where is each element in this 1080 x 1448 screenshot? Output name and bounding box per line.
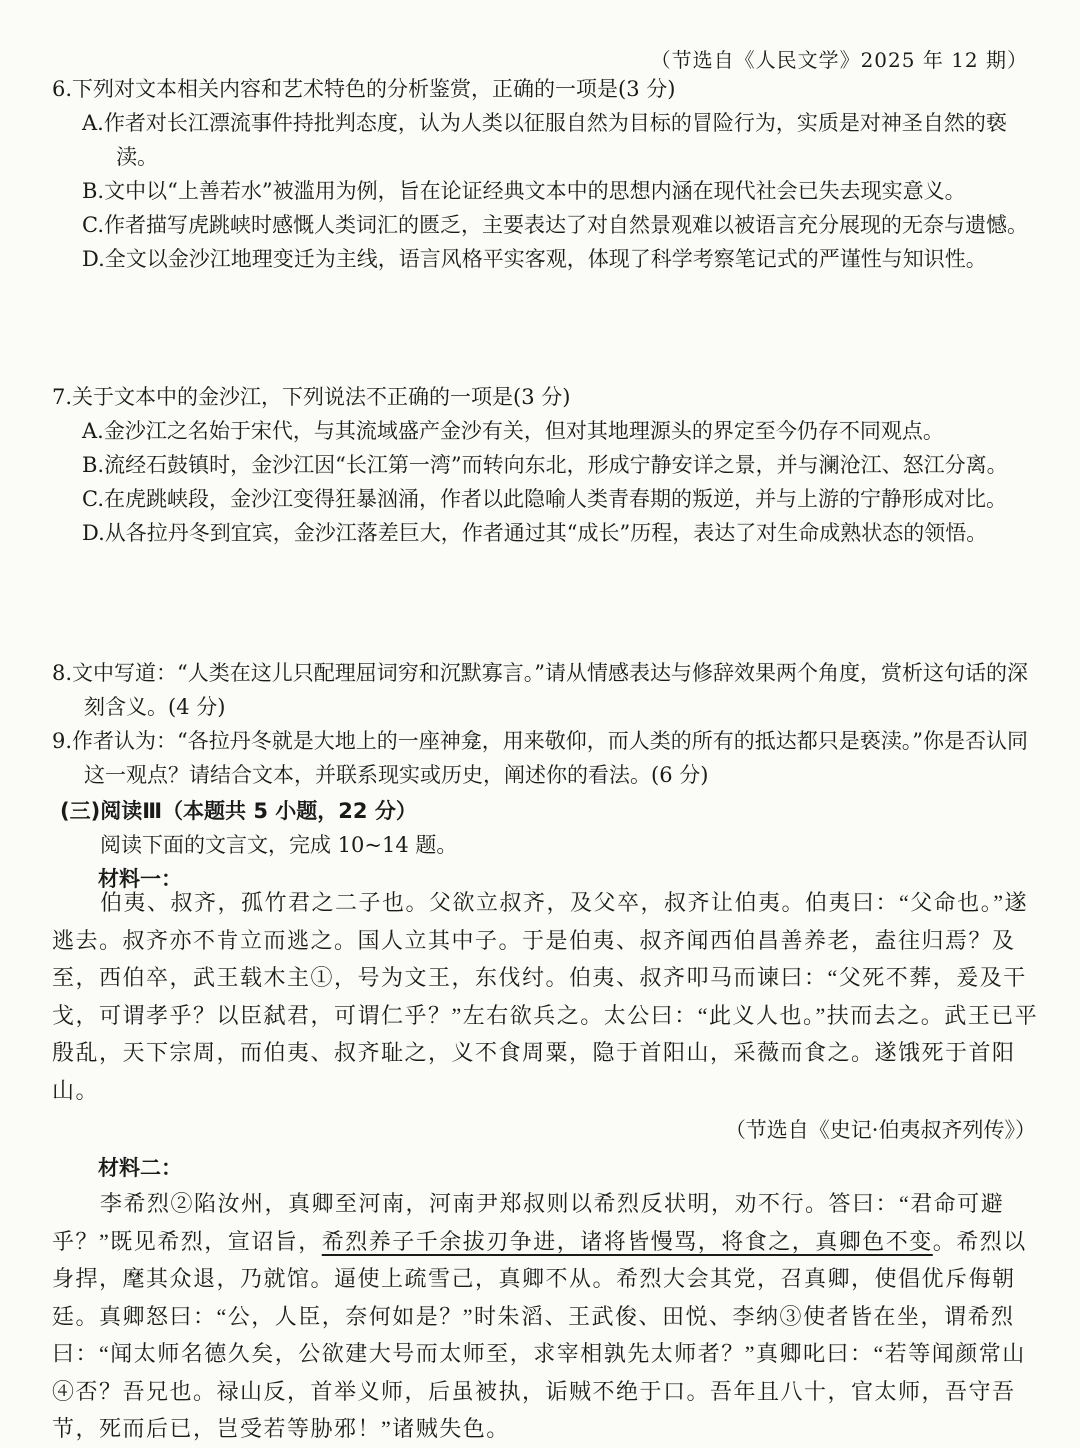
question-8-9 (52, 656, 1042, 896)
question-9: 9.作者认为：“各拉丹冬就是大地上的一座神龛，用来敬仰，而人类的所有的抵达都只是亵渎。”你是否认同这一观点？请结合文本，并联系现实或历史，阐述你的看法。(6 分) (52, 729, 1029, 787)
question-7-stem: 7.关于文本中的金沙江，下列说法不正确的一项是(3 分) (52, 385, 571, 409)
question-6-option-a: A.作者对长江漂流事件持批判态度，认为人类以征服自然为目标的冒险行为，实质是对神圣自然的亵渎。 (82, 111, 1007, 169)
material-2-title: 材料二： (98, 1156, 182, 1180)
section-intro: 阅读下面的文言文，完成 10~14 题。 (100, 833, 458, 857)
question-6-option-d: D.全文以金沙江地理变迁为主线，语言风格平实客观，体现了科学考察笔记式的严谨性与知识性。 (82, 247, 987, 271)
question-6-option-b: B.文中以“上善若水”被滥用为例，旨在论证经典文本中的思想内涵在现代社会已失去现实意义。 (82, 179, 966, 203)
question-7 (52, 380, 1042, 550)
question-8: 8.文中写道：“人类在这儿只配理屈词穷和沉默寡言。”请从情感表达与修辞效果两个角度，赏析这句话的深刻含义。(4 分) (52, 661, 1029, 719)
question-6-stem: 6.下列对文本相关内容和艺术特色的分析鉴赏，正确的一项是(3 分) (52, 77, 676, 101)
question-7-option-b: B.流经石鼓镇时，金沙江因“长江第一湾”而转向东北，形成宁静安详之景，并与澜沧江、怒江分离。 (82, 453, 1008, 477)
material-2-text-before: 李希烈②陷汝州，真卿至河南，河南尹郑叔则以希烈反状明，劝不行。答曰：“君命可避乎？”既见希烈，宣诏旨， (52, 1191, 1005, 1254)
question-6-option-c: C.作者描写虎跳峡时感慨人类词汇的匮乏，主要表达了对自然景观难以被语言充分展现的无奈与遗憾。 (82, 213, 1028, 237)
material-2-underlined-sentence: 希烈养子千余拔刃争进，诸将皆慢骂，将食之，真卿色不变 (321, 1228, 933, 1254)
top-source-citation: （节选自《人民文学》2025 年 12 期） (650, 48, 1028, 72)
material-2-text (52, 1185, 1042, 1448)
material-1-source: （节选自《史记·伯夷叔齐列传》） (724, 1118, 1036, 1142)
question-6 (52, 72, 1042, 276)
question-7-option-a: A.金沙江之名始于宋代，与其流域盛产金沙有关，但对其地理源头的界定至今仍存不同观点。 (82, 419, 944, 443)
question-7-option-c: C.在虎跳峡段，金沙江变得狂暴汹涌，作者以此隐喻人类青春期的叛逆，并与上游的宁静形成对比。 (82, 487, 1007, 511)
section-title: (三)阅读Ⅲ（本题共 5 小题，22 分） (60, 799, 417, 823)
material-1 (52, 884, 1042, 1448)
material-1-text: 伯夷、叔齐，孤竹君之二子也。父欲立叔齐，及父卒，叔齐让伯夷。伯夷曰：“父命也。”遂逃去。叔齐亦不肯立而逃之。国人立其中子。于是伯夷、叔齐闻西伯昌善养老，盍往归焉？及至，西伯卒，武王载木主①，号为文王，东伐纣。伯夷、叔齐叩马而谏曰：“父死不葬，爰及干戈，可谓孝乎？以臣弑君，可谓仁乎？”左右欲兵之。太公曰：“此义人也。”扶而去之。武王已平殷乱，天下宗周，而伯夷、叔齐耻之，义不食周粟，隐于首阳山，采薇而食之。遂饿死于首阳山。 (52, 890, 1039, 1103)
question-7-option-d: D.从各拉丹冬到宜宾，金沙江落差巨大，作者通过其“成长”历程，表达了对生命成熟状态的领悟。 (82, 521, 988, 545)
material-1-title: 材料一： (98, 867, 182, 891)
material-2-text-after: 。希烈以身捍，麾其众退，乃就馆。逼使上疏雪己，真卿不从。希烈大会其党，召真卿，使倡优斥侮朝廷。真卿怒曰：“公，人臣，奈何如是？”时朱滔、王武俊、田悦、李纳③使者皆在坐，谓希烈曰：“闻太师名德久矣，公欲建大号而太师至，求宰相孰先太师者？”真卿叱曰：“若等闻颜常山④否？吾兄也。禄山反，首举义师，后虽被执，诟贼不绝于口。吾年且八十，官太师，吾守吾节，死而后已，岂受若等胁邪！”诸贼失色。 (52, 1228, 1027, 1441)
